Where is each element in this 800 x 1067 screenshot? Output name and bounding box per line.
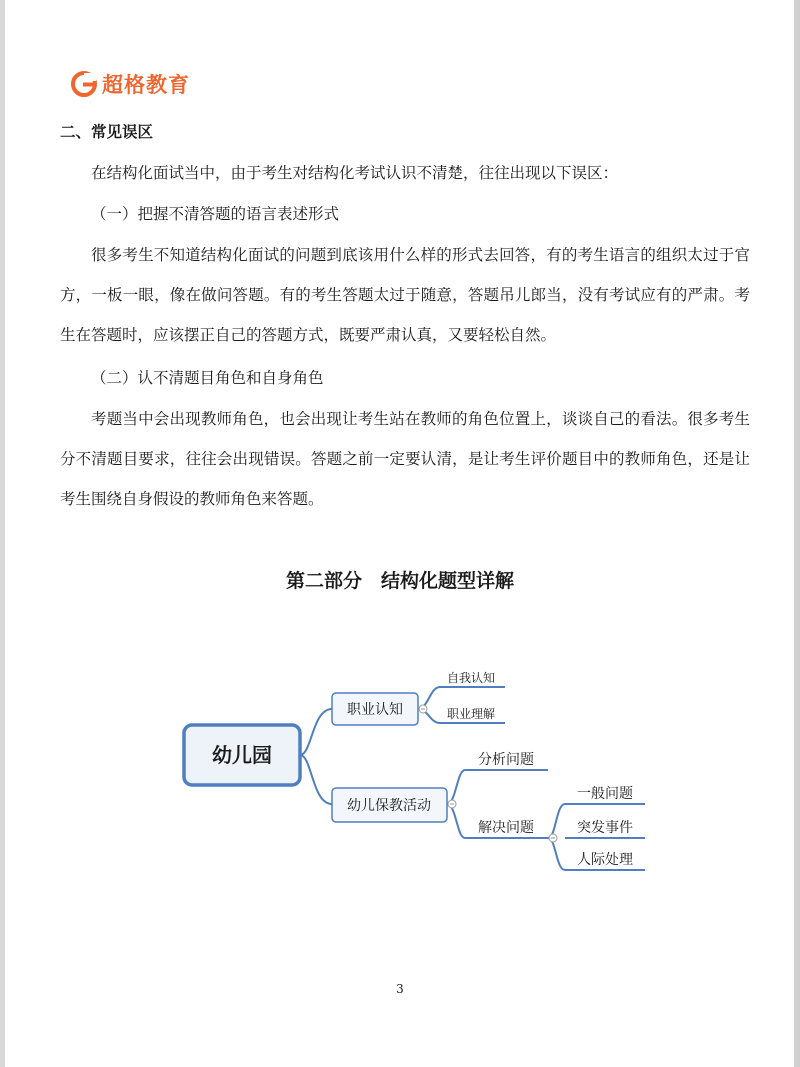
subsection-heading-1: （一）把握不清答题的语言表述形式 bbox=[91, 205, 340, 223]
subsection-body-2: 考题当中会出现教师角色，也会出现让考生站在教师的角色位置上，谈谈自己的看法。很多考生分不清题目要求，往往会出现错误。答题之前一定要认清，是让考生评价题目中的教师角色，还是让考生围绕自身假设的教师角色来答题。 bbox=[60, 410, 750, 508]
section-intro: 在结构化面试当中，由于考生对结构化考试认识不清楚，往往出现以下误区： bbox=[91, 164, 619, 182]
mindmap-leaf-interpersonal: 人际处理 bbox=[577, 852, 633, 868]
brand-logo bbox=[70, 68, 190, 100]
page-edge-left bbox=[0, 0, 5, 1067]
mindmap-branch-label-2: 幼儿保教活动 bbox=[347, 798, 431, 814]
subsection-body-1: 很多考生不知道结构化面试的问题到底该用什么样的形式去回答，有的考生语言的组织太过于官方，一板一眼，像在做问答题。有的考生答题太过于随意，答题吊儿郎当，没有考试应有的严肃。考生在答题时，应该摆正自己的答题方式，既要严肃认真，又要轻松自然。 bbox=[60, 246, 750, 344]
g-circle-logo-icon bbox=[70, 70, 98, 98]
subsection-heading-2: （二）认不清题目角色和自身角色 bbox=[91, 369, 324, 387]
page-number: 3 bbox=[396, 982, 404, 996]
mindmap-leaf-job-understanding: 职业理解 bbox=[447, 707, 496, 721]
mindmap-leaf-emergency: 突发事件 bbox=[577, 820, 633, 836]
page-edge-right bbox=[794, 0, 800, 1067]
mindmap-leaf-self-cognition: 自我认知 bbox=[447, 671, 496, 685]
section-heading: 二、常见误区 bbox=[60, 123, 154, 141]
brand-name: 超格教育 bbox=[102, 73, 190, 97]
mindmap-root-label: 幼儿园 bbox=[212, 743, 272, 767]
mindmap-diagram bbox=[0, 640, 800, 900]
mindmap-leaf-analyze: 分析问题 bbox=[478, 752, 534, 768]
mindmap-leaf-solve: 解决问题 bbox=[478, 820, 534, 836]
mindmap-leaf-general: 一般问题 bbox=[577, 786, 633, 802]
mindmap-branch-label-1: 职业认知 bbox=[347, 702, 403, 718]
part-title: 第二部分 结构化题型详解 bbox=[285, 570, 514, 592]
